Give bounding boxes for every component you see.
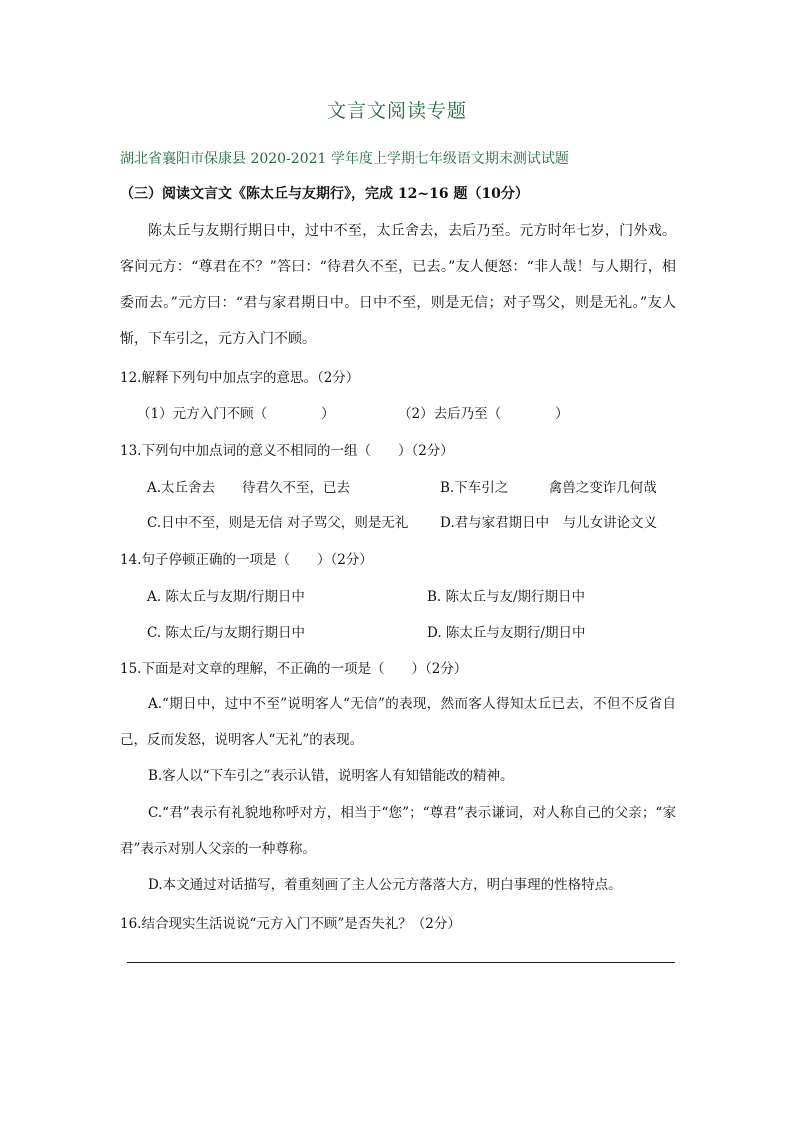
question-14-option-d: D. 陈太丘与友期行/期日中 xyxy=(427,625,586,641)
question-16-stem: 16.结合现实生活说说“元方入门不顾”是否失礼？（2分） xyxy=(120,916,461,932)
question-12-stem: 12.解释下列句中加点字的意思。（2分） xyxy=(120,370,360,386)
question-15-stem: 15.下面是对文章的理解，不正确的一项是（ ）（2分） xyxy=(120,661,468,677)
question-12-item-2: （2）去后乃至（ ） xyxy=(398,406,569,422)
question-15-option-a: A.“期日中，过中不至”说明客人“无信”的表现，然而客人得知太丘已去，不但不反省自己，反而发怒，说明客人“无礼”的表现。 xyxy=(120,696,676,748)
document-title: 文言文阅读专题 xyxy=(326,100,467,122)
question-13-option-c: C.日中不至，则是无信 对子骂父，则是无礼 xyxy=(147,515,409,531)
question-15-option-c: C.“君”表示有礼貌地称呼对方，相当于“您”；“尊君”表示谦词，对人称自己的父亲；“家君”表示对别人父亲的一种尊称。 xyxy=(120,805,676,857)
question-12-item-1: （1）元方入门不顾（ ） xyxy=(137,406,335,422)
question-13-option-b: B.下车引之 禽兽之变诈几何哉 xyxy=(440,480,657,496)
question-13-stem: 13.下列句中加点词的意义不相同的一组（ ）（2分） xyxy=(120,443,454,459)
question-15-option-b: B.客人以“下车引之”表示认错，说明客人有知错能改的精神。 xyxy=(148,768,514,784)
passage-text: 陈太丘与友期行期日中，过中不至，太丘舍去，去后乃至。元方时年七岁，门外戏。客问元方：“尊君在不？”答曰：“待君久不至，已去。”友人便怒：“非人哉！与人期行，相委而去。”元方曰：“君与家君期日中。日中不至，则是无信；对子骂父，则是无礼。”友人惭，下车引之，元方入门不顾。 xyxy=(120,223,676,347)
classical-passage xyxy=(120,213,676,357)
section-heading: （三）阅读文言文《陈太丘与友期行》，完成 12~16 题（10分） xyxy=(120,186,529,202)
question-14-stem: 14.句子停顿正确的一项是（ ）（2分） xyxy=(120,552,373,568)
question-14-option-c: C. 陈太丘/与友期行期日中 xyxy=(147,625,305,641)
question-13-option-a: A.太丘舍去 待君久不至，已去 xyxy=(147,480,351,496)
exam-source: 湖北省襄阳市保康县 2020-2021 学年度上学期七年级语文期末测试试题 xyxy=(120,151,569,167)
question-14-option-a: A. 陈太丘与友期/行期日中 xyxy=(147,589,305,605)
question-14-option-b: B. 陈太丘与友/期行期日中 xyxy=(427,589,586,605)
answer-line[interactable] xyxy=(127,962,675,963)
question-13-option-d: D.君与家君期日中 与儿女讲论文义 xyxy=(440,515,658,531)
question-15-option-d: D.本文通过对话描写，着重刻画了主人公元方落落大方，明白事理的性格特点。 xyxy=(148,877,622,893)
